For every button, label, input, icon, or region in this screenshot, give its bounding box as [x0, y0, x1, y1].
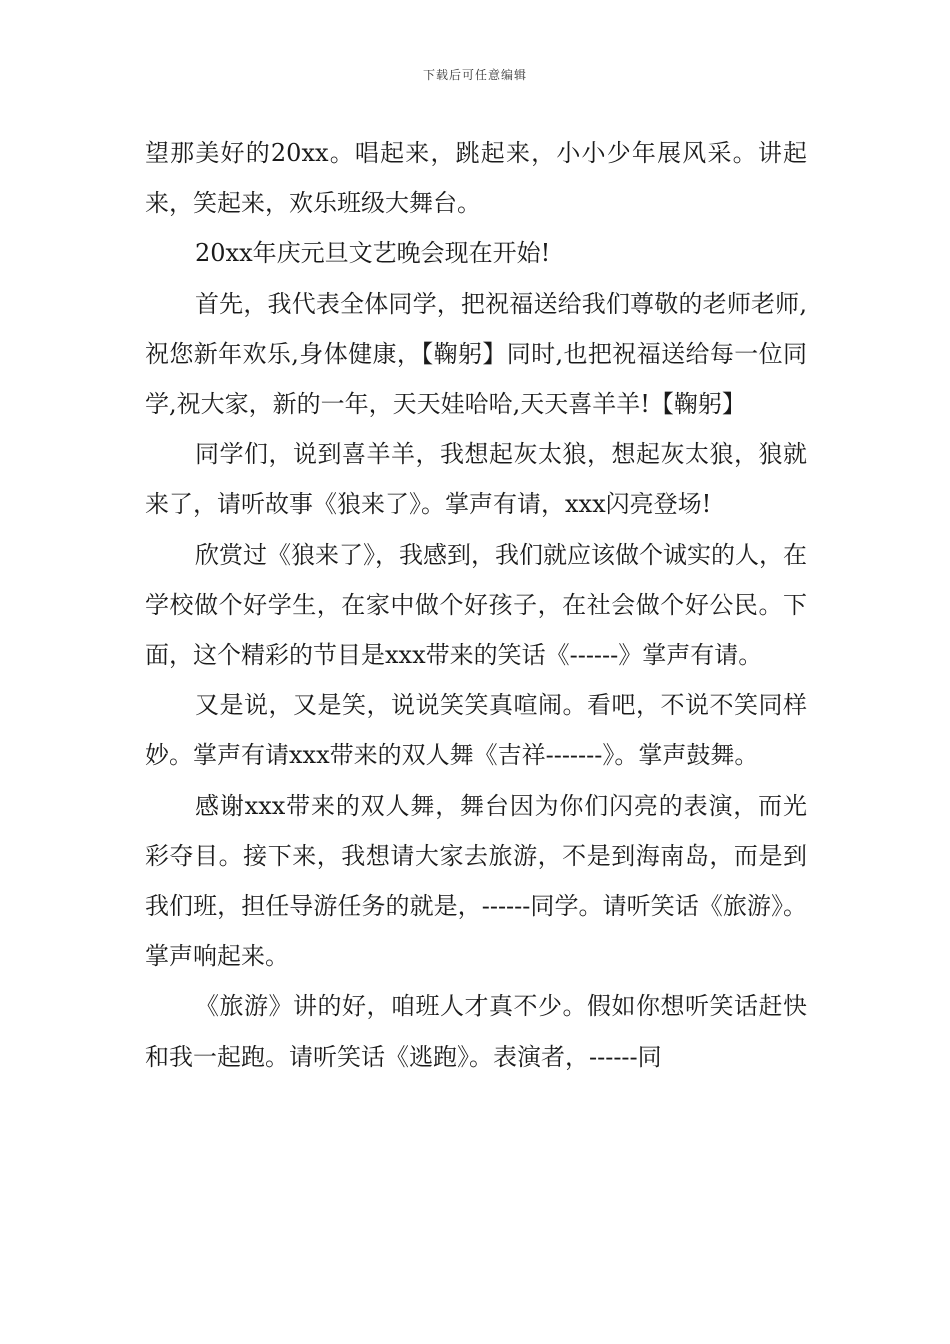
- paragraph-4: 同学们，说到喜羊羊，我想起灰太狼，想起灰太狼，狼就来了，请听故事《狼来了》。掌声有请，xxx闪亮登场!: [145, 440, 807, 519]
- paragraph-7: 感谢xxx带来的双人舞，舞台因为你们闪亮的表演，而光彩夺目。接下来，我想请大家去旅游，不是到海南岛，而是到我们班，担任导游任务的就是，------同学。请听笑话《旅游》。掌声响起来。: [145, 791, 807, 971]
- paragraph-6: 又是说，又是笑，说说笑笑真喧闹。看吧，不说不笑同样妙。掌声有请xxx带来的双人舞《吉祥-------》。掌声鼓舞。: [145, 691, 807, 770]
- paragraph-3: 首先，我代表全体同学，把祝福送给我们尊敬的老师老师,祝您新年欢乐,身体健康，【鞠躬】同时,也把祝福送给每一位同学,祝大家，新的一年，天天娃哈哈,天天喜羊羊!【鞠躬】: [145, 289, 807, 419]
- paragraph-8: 《旅游》讲的好，咱班人才真不少。假如你想听笑话赶快和我一起跑。请听笑话《逃跑》。表演者，------同: [145, 992, 807, 1071]
- page-header: 下载后可任意编辑: [422, 68, 527, 82]
- paragraph-1: 望那美好的20xx。唱起来，跳起来，小小少年展风采。讲起来，笑起来，欢乐班级大舞台。: [145, 139, 807, 218]
- paragraph-2: 20xx年庆元旦文艺晚会现在开始!: [195, 239, 551, 268]
- paragraph-5: 欣赏过《狼来了》，我感到，我们就应该做个诚实的人，在学校做个好学生，在家中做个好孩子，在社会做个好公民。下面，这个精彩的节目是xxx带来的笑话《------》掌声有请。: [145, 540, 807, 670]
- document-body: [145, 128, 807, 1082]
